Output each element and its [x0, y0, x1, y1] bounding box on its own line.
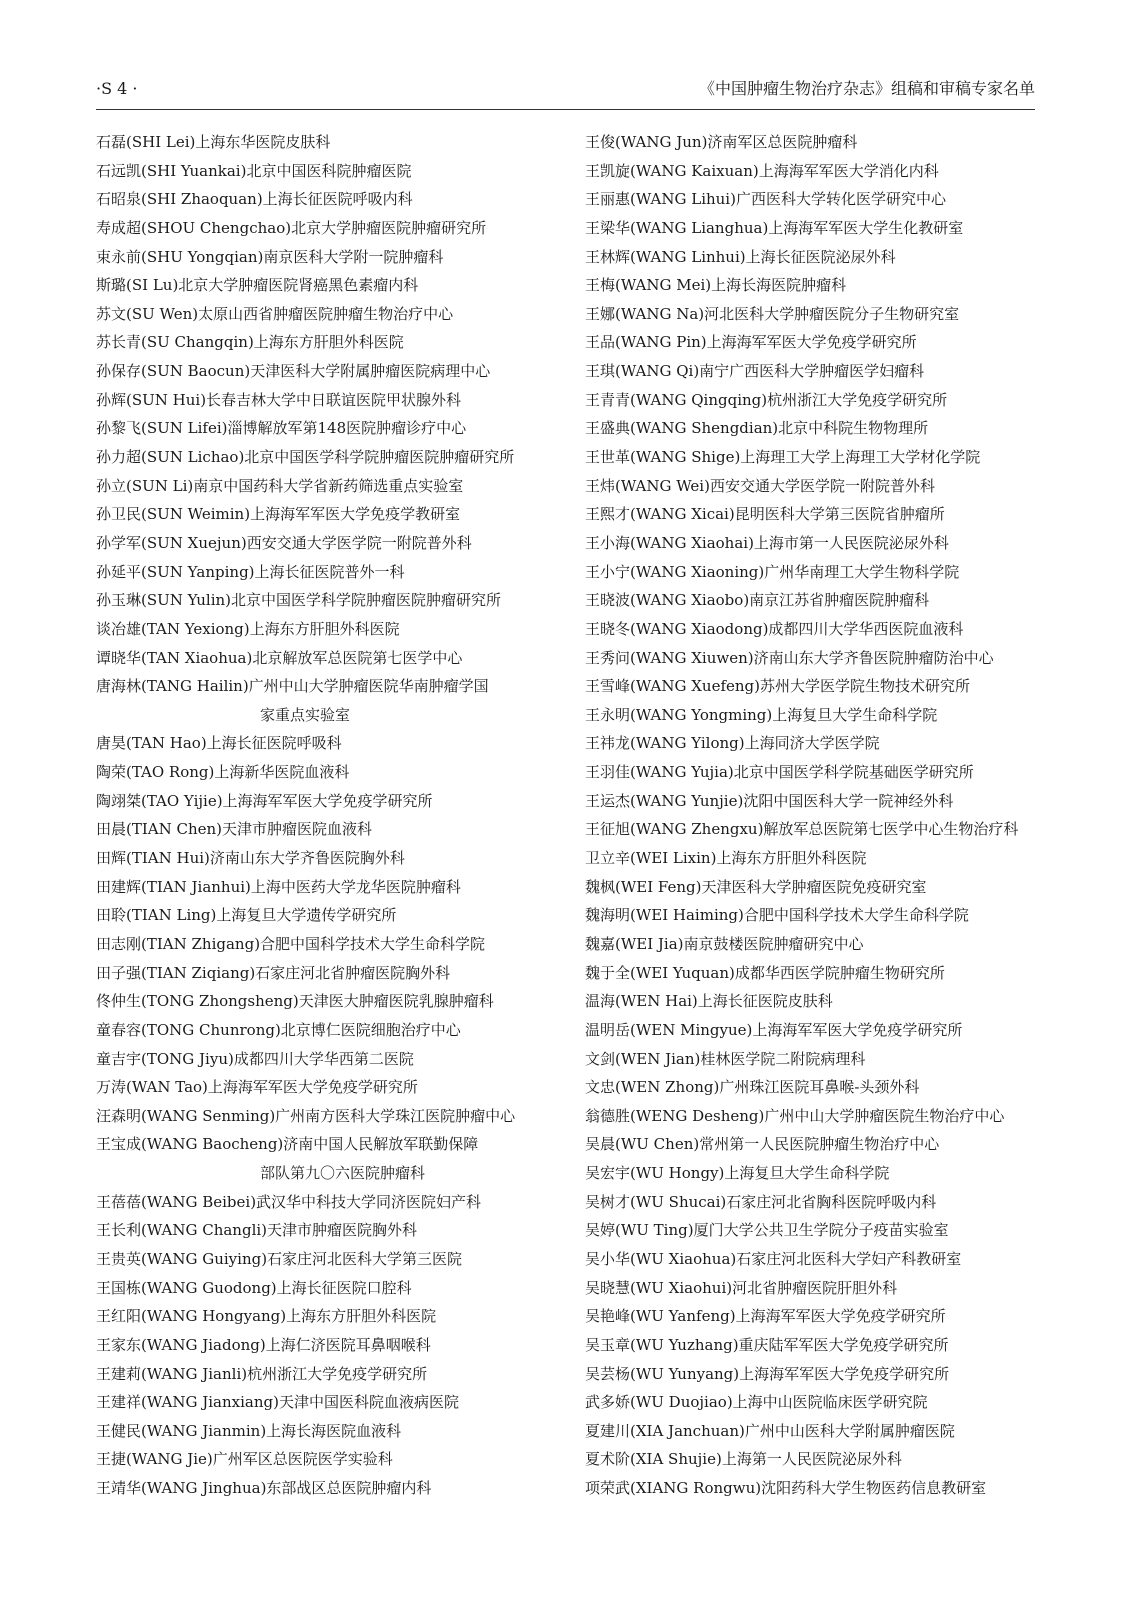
expert-entry: 孙保存(SUN Baocun)天津医科大学附属肿瘤医院病理中心 [96, 362, 491, 381]
expert-entry: 吴玉章(WU Yuzhang)重庆陆军军医大学免疫学研究所 [585, 1335, 949, 1354]
expert-entry: 唐昊(TAN Hao)上海长征医院呼吸科 [96, 734, 342, 753]
expert-entry: 王建莉(WANG Jianli)杭州浙江大学免疫学研究所 [96, 1364, 428, 1383]
expert-entry: 孙学军(SUN Xuejun)西安交通大学医学院一附院普外科 [96, 533, 472, 552]
expert-entry-continuation: 部队第九〇六医院肿瘤科 [260, 1164, 426, 1183]
expert-entry: 王林辉(WANG Linhui)上海长征医院泌尿外科 [585, 247, 896, 266]
right-column [585, 128, 1045, 1503]
expert-entry: 王征旭(WANG Zhengxu)解放军总医院第七医学中心生物治疗科 [585, 820, 1019, 839]
expert-entry: 唐海林(TANG Hailin)广州中山大学肿瘤医院华南肿瘤学国 [96, 677, 489, 696]
expert-entry: 王晓冬(WANG Xiaodong)成都四川大学华西医院血液科 [585, 619, 964, 638]
expert-entry: 吴晨(WU Chen)常州第一人民医院肿瘤生物治疗中心 [585, 1135, 940, 1154]
expert-entry: 王宝成(WANG Baocheng)济南中国人民解放军联勤保障 [96, 1135, 479, 1154]
expert-entry: 石磊(SHI Lei)上海东华医院皮肤科 [96, 133, 331, 151]
expert-entry: 翁德胜(WENG Desheng)广州中山大学肿瘤医院生物治疗中心 [585, 1106, 1005, 1125]
expert-entry: 王晓波(WANG Xiaobo)南京江苏省肿瘤医院肿瘤科 [585, 591, 930, 610]
expert-entry: 王家东(WANG Jiadong)上海仁济医院耳鼻咽喉科 [96, 1335, 431, 1354]
expert-entry: 谭晓华(TAN Xiaohua)北京解放军总医院第七医学中心 [96, 648, 463, 667]
expert-entry: 田子强(TIAN Ziqiang)石家庄河北省肿瘤医院胸外科 [96, 963, 451, 982]
expert-entry: 吴树才(WU Shucai)石家庄河北省胸科医院呼吸内科 [585, 1192, 937, 1211]
expert-entry: 王小宁(WANG Xiaoning)广州华南理工大学生物科学院 [585, 562, 960, 581]
expert-entry: 王建祥(WANG Jianxiang)天津中国医科院血液病医院 [96, 1393, 459, 1412]
expert-entry: 王红阳(WANG Hongyang)上海东方肝胆外科医院 [96, 1307, 437, 1326]
expert-entry: 王梁华(WANG Lianghua)上海海军军医大学生化教研室 [585, 218, 964, 237]
expert-entry: 陶翊桀(TAO Yijie)上海海军军医大学免疫学研究所 [96, 791, 433, 810]
expert-entry: 田聆(TIAN Ling)上海复旦大学遗传学研究所 [96, 906, 397, 925]
expert-entry: 吴婷(WU Ting)厦门大学公共卫生学院分子疫苗实验室 [585, 1221, 949, 1240]
expert-entry: 田志刚(TIAN Zhigang)合肥中国科学技术大学生命科学院 [96, 934, 486, 953]
expert-entry: 王蓓蓓(WANG Beibei)武汉华中科技大学同济医院妇产科 [96, 1192, 482, 1211]
expert-entry: 万涛(WAN Tao)上海海军军医大学免疫学研究所 [96, 1078, 418, 1097]
journal-title: 《中国肿瘤生物治疗杂志》组稿和审稿专家名单 [698, 79, 1035, 98]
expert-entry: 王小海(WANG Xiaohai)上海市第一人民医院泌尿外科 [585, 533, 949, 552]
expert-entry: 王羽佳(WANG Yujia)北京中国医学科学院基础医学研究所 [585, 763, 974, 782]
expert-entry: 束永前(SHU Yongqian)南京医科大学附一院肿瘤科 [96, 247, 444, 266]
expert-entry: 田晨(TIAN Chen)天津市肿瘤医院血液科 [96, 820, 373, 839]
page-number: ·S 4 · [96, 79, 138, 98]
expert-entry: 寿成超(SHOU Chengchao)北京大学肿瘤医院肿瘤研究所 [96, 218, 487, 237]
expert-entry: 王永明(WANG Yongming)上海复旦大学生命科学院 [585, 705, 938, 724]
expert-entry: 项荣武(XIANG Rongwu)沈阳药科大学生物医药信息教研室 [585, 1479, 987, 1498]
expert-entry: 王健民(WANG Jianmin)上海长海医院血液科 [96, 1421, 402, 1440]
expert-entry-continuation: 家重点实验室 [260, 705, 351, 724]
expert-entry: 魏海明(WEI Haiming)合肥中国科学技术大学生命科学院 [585, 906, 969, 925]
page-header [96, 78, 1035, 100]
expert-entry: 武多娇(WU Duojiao)上海中山医院临床医学研究院 [585, 1393, 928, 1412]
expert-entry: 王国栋(WANG Guodong)上海长征医院口腔科 [96, 1278, 412, 1297]
expert-entry: 孙立(SUN Li)南京中国药科大学省新药筛选重点实验室 [96, 476, 464, 495]
expert-entry: 吴晓慧(WU Xiaohui)河北省肿瘤医院肝胆外科 [585, 1278, 898, 1297]
header-rule [96, 109, 1035, 110]
expert-entry: 王贵英(WANG Guiying)石家庄河北医科大学第三医院 [96, 1249, 463, 1268]
expert-entry: 夏建川(XIA Janchuan)广州中山医科大学附属肿瘤医院 [585, 1421, 955, 1440]
expert-entry: 魏枫(WEI Feng)天津医科大学肿瘤医院免疫研究室 [585, 877, 927, 896]
expert-entry: 孙辉(SUN Hui)长春吉林大学中日联谊医院甲状腺外科 [96, 390, 462, 409]
expert-entry: 卫立辛(WEI Lixin)上海东方肝胆外科医院 [585, 849, 867, 868]
expert-entry: 斯璐(SI Lu)北京大学肿瘤医院肾癌黑色素瘤内科 [96, 276, 419, 295]
expert-entry: 田辉(TIAN Hui)济南山东大学齐鲁医院胸外科 [96, 849, 405, 868]
expert-entry: 吴艳峰(WU Yanfeng)上海海军军医大学免疫学研究所 [585, 1307, 946, 1326]
expert-entry: 王娜(WANG Na)河北医科大学肿瘤医院分子生物研究室 [585, 304, 960, 323]
expert-entry: 孙黎飞(SUN Lifei)淄博解放军第148医院肿瘤诊疗中心 [96, 419, 467, 438]
expert-entry: 苏长青(SU Changqin)上海东方肝胆外科医院 [96, 333, 404, 352]
expert-entry: 王捷(WANG Jie)广州军区总医院医学实验科 [96, 1450, 393, 1469]
expert-entry: 石昭泉(SHI Zhaoquan)上海长征医院呼吸内科 [96, 190, 413, 209]
expert-entry: 吴宏宇(WU Hongy)上海复旦大学生命科学院 [585, 1164, 890, 1183]
expert-entry: 文忠(WEN Zhong)广州珠江医院耳鼻喉-头颈外科 [585, 1078, 920, 1097]
expert-entry: 魏于全(WEI Yuquan)成都华西医学院肿瘤生物研究所 [585, 963, 945, 982]
expert-entry: 王炜(WANG Wei)西安交通大学医学院一附院普外科 [585, 476, 935, 495]
expert-entry: 石远凯(SHI Yuankai)北京中国医科院肿瘤医院 [96, 161, 412, 180]
expert-entry: 苏文(SU Wen)太原山西省肿瘤医院肿瘤生物治疗中心 [96, 304, 454, 323]
expert-entry: 佟仲生(TONG Zhongsheng)天津医大肿瘤医院乳腺肿瘤科 [96, 992, 494, 1011]
expert-entry: 魏嘉(WEI Jia)南京鼓楼医院肿瘤研究中心 [585, 934, 864, 953]
expert-entry: 陶荣(TAO Rong)上海新华医院血液科 [96, 763, 350, 782]
expert-entry: 夏术阶(XIA Shujie)上海第一人民医院泌尿外科 [585, 1450, 902, 1469]
expert-entry: 王雪峰(WANG Xuefeng)苏州大学医学院生物技术研究所 [585, 677, 970, 696]
expert-entry: 王琪(WANG Qi)南宁广西医科大学肿瘤医学妇瘤科 [585, 362, 925, 381]
expert-entry: 孙力超(SUN Lichao)北京中国医学科学院肿瘤医院肿瘤研究所 [96, 448, 515, 467]
expert-entry: 王世革(WANG Shige)上海理工大学上海理工大学材化学院 [585, 448, 981, 467]
expert-entry: 王祎龙(WANG Yilong)上海同济大学医学院 [585, 734, 880, 753]
expert-entry: 王运杰(WANG Yunjie)沈阳中国医科大学一院神经外科 [585, 791, 954, 810]
expert-entry: 童吉宇(TONG Jiyu)成都四川大学华西第二医院 [96, 1049, 414, 1068]
expert-entry: 温明岳(WEN Mingyue)上海海军军医大学免疫学研究所 [585, 1020, 963, 1039]
expert-entry: 王梅(WANG Mei)上海长海医院肿瘤科 [585, 276, 847, 295]
expert-entry: 王长利(WANG Changli)天津市肿瘤医院胸外科 [96, 1221, 418, 1240]
left-column [96, 128, 551, 1503]
expert-entry: 温海(WEN Hai)上海长征医院皮肤科 [585, 992, 833, 1011]
expert-entry: 王盛典(WANG Shengdian)北京中科院生物物理所 [585, 419, 929, 438]
expert-entry: 王青青(WANG Qingqing)杭州浙江大学免疫学研究所 [585, 390, 948, 409]
expert-entry: 王靖华(WANG Jinghua)东部战区总医院肿瘤内科 [96, 1479, 432, 1498]
expert-entry: 吴小华(WU Xiaohua)石家庄河北医科大学妇产科教研室 [585, 1249, 962, 1268]
expert-entry: 吴芸杨(WU Yunyang)上海海军军医大学免疫学研究所 [585, 1364, 950, 1383]
expert-entry: 孙玉琳(SUN Yulin)北京中国医学科学院肿瘤医院肿瘤研究所 [96, 591, 502, 610]
expert-entry: 王品(WANG Pin)上海海军军医大学免疫学研究所 [585, 333, 917, 352]
expert-entry: 孙卫民(SUN Weimin)上海海军军医大学免疫学教研室 [96, 505, 461, 524]
expert-entry: 王凯旋(WANG Kaixuan)上海海军军医大学消化内科 [585, 161, 939, 180]
expert-entry: 汪森明(WANG Senming)广州南方医科大学珠江医院肿瘤中心 [96, 1106, 516, 1125]
expert-entry: 王丽惠(WANG Lihui)广西医科大学转化医学研究中心 [585, 190, 946, 209]
expert-entry: 王俊(WANG Jun)济南军区总医院肿瘤科 [585, 133, 858, 151]
expert-entry: 童春容(TONG Chunrong)北京博仁医院细胞治疗中心 [96, 1020, 461, 1039]
expert-entry: 文剑(WEN Jian)桂林医学院二附院病理科 [585, 1049, 866, 1068]
expert-entry: 王熙才(WANG Xicai)昆明医科大学第三医院省肿瘤所 [585, 505, 945, 524]
expert-entry: 孙延平(SUN Yanping)上海长征医院普外一科 [96, 562, 405, 581]
expert-entry: 谈冶雄(TAN Yexiong)上海东方肝胆外科医院 [96, 619, 400, 638]
expert-entry: 王秀问(WANG Xiuwen)济南山东大学齐鲁医院肿瘤防治中心 [585, 648, 994, 667]
expert-entry: 田建辉(TIAN Jianhui)上海中医药大学龙华医院肿瘤科 [96, 877, 461, 896]
